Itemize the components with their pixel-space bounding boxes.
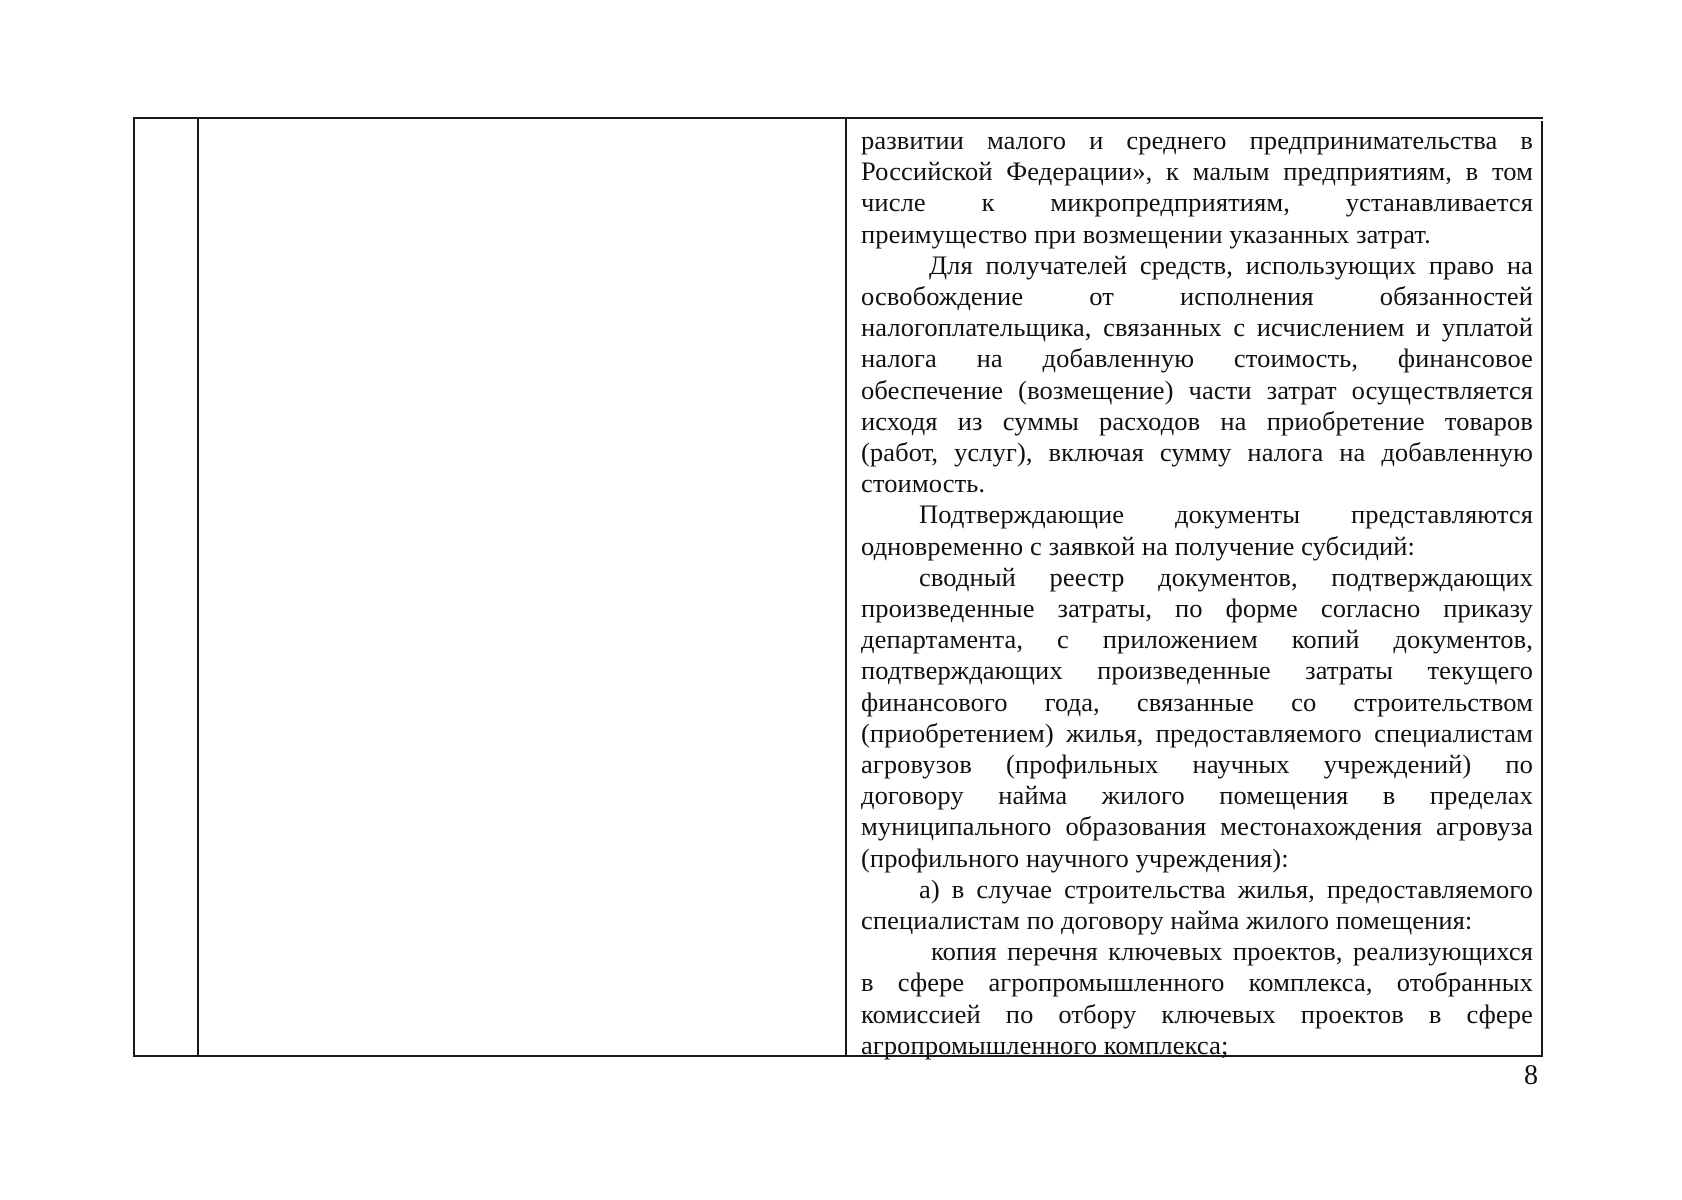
table-column-divider [197,119,199,1055]
table-column-divider [845,119,847,1055]
paragraph-supporting-documents: Подтверждающие документы представляются одновременно с заявкой на получение субсидий: [861,499,1533,561]
paragraph-vat-exemption: Для получателей средств, использующих право на освобождение от исполнения обязанностей налогоплательщика, связанных с исчислением и уплатой налога на добавленную стоимость, финансовое обеспечение (возмещение) части затрат осуществляется исходя из суммы расходов на приобретение товаров (работ, услуг), включая сумму налога на добавленную стоимость. [861,249,1533,499]
page-number: 8 [1524,1060,1538,1091]
document-table [133,117,1543,1060]
paragraph-continuation: развитии малого и среднего предпринимательства в Российской Федерации», к малым предприятиям, в том числе к микропредприятиям, устанавливается преимущество при возмещении указанных затрат. [861,125,1533,249]
paragraph-registry: сводный реестр документов, подтверждающих произведенные затраты, по форме согласно приказу департамента, с приложением копий документов, подтверждающих произведенные затраты текущего финансового года, связанные со строительством (приобретением) жилья, предоставляемого специалистам агровузов (профильных научных учреждений) по договору найма жилого помещения в пределах муниципального образования местонахождения агровуза (профильного научного учреждения): [861,561,1533,873]
table-text-cell [853,121,1543,1060]
paragraph-case-a: а) в случае строительства жилья, предоставляемого специалистам по договору найма жилого помещения: [861,873,1533,936]
paragraph-key-projects: копия перечня ключевых проектов, реализующихся в сфере агропромышленного комплекса, отобранных комиссией по отбору ключевых проектов в сфере агропромышленного комплекса; [861,936,1533,1060]
